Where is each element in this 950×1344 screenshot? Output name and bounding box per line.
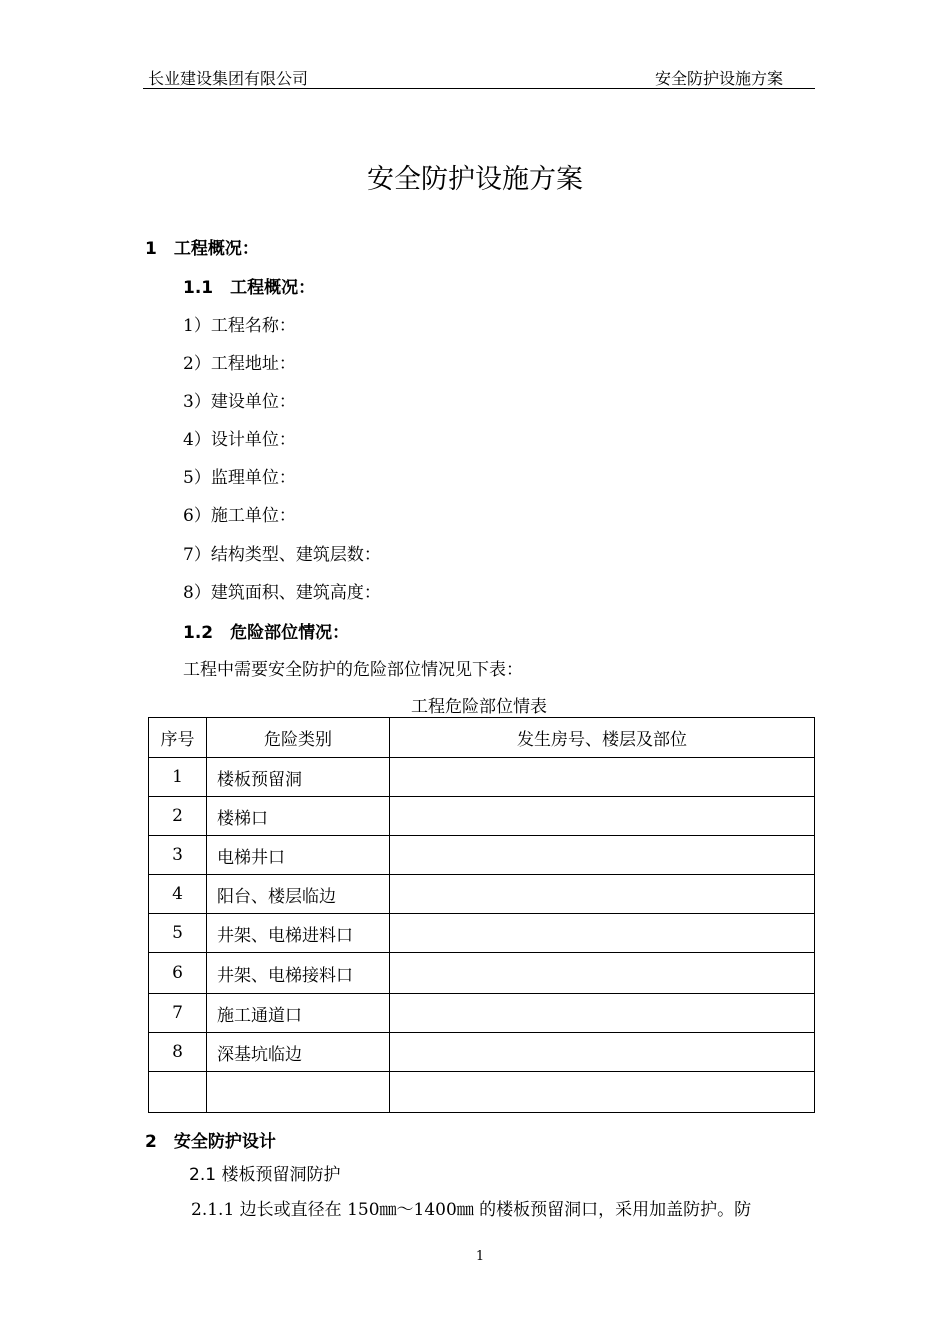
page-title: 安全防护设施方案 [367,164,583,195]
row-no: 7 [149,994,207,1033]
row-no: 1 [149,758,207,797]
row-location [390,953,815,994]
table-row [149,953,815,994]
row-no: 8 [149,1033,207,1072]
row-no: 3 [149,836,207,875]
row-location [390,994,815,1033]
table-header-row [149,718,815,758]
row-no: 6 [149,953,207,994]
row-category [207,1072,390,1113]
row-location [390,758,815,797]
col-header-location: 发生房号、楼层及部位 [390,718,815,758]
row-no: 5 [149,914,207,953]
row-category: 阳台、楼层临边 [207,875,390,914]
row-category: 深基坑临边 [207,1033,390,1072]
overview-item: 4）设计单位： [183,430,296,450]
table-caption: 工程危险部位情表 [411,697,547,717]
table-row [149,797,815,836]
row-location [390,797,815,836]
header-rule [143,88,815,89]
row-location [390,875,815,914]
header-company: 长业建设集团有限公司 [148,69,309,88]
table-intro: 工程中需要安全防护的危险部位情况见下表： [183,660,523,680]
overview-item: 6）施工单位： [183,506,296,526]
row-no: 2 [149,797,207,836]
table-row [149,1033,815,1072]
header-doc-title: 安全防护设施方案 [655,69,784,88]
row-category: 井架、电梯接料口 [207,953,390,994]
table-row [149,836,815,875]
row-location [390,1033,815,1072]
section-2-1-1-paragraph: 2.1.1 边长或直径在 150㎜～1400㎜ 的楼板预留洞口，采用加盖防护。防 [191,1200,752,1220]
row-location [390,914,815,953]
hazard-table [148,717,815,1113]
row-category: 电梯井口 [207,836,390,875]
table-row [149,1072,815,1113]
row-no: 4 [149,875,207,914]
table-row [149,914,815,953]
row-category: 井架、电梯进料口 [207,914,390,953]
overview-item: 1）工程名称： [183,316,296,336]
row-category: 楼梯口 [207,797,390,836]
row-location [390,836,815,875]
section-1-2-heading: 1.2 危险部位情况： [183,623,350,643]
overview-item: 8）建筑面积、建筑高度： [183,583,381,603]
col-header-category: 危险类别 [207,718,390,758]
overview-item: 3）建设单位： [183,392,296,412]
row-category: 施工通道口 [207,994,390,1033]
table-row [149,758,815,797]
section-1-1-heading: 1.1 工程概况： [183,278,316,298]
section-2-heading: 2 安全防护设计 [145,1132,276,1152]
row-no [149,1072,207,1113]
overview-item: 7）结构类型、建筑层数： [183,545,381,565]
page-number: 1 [475,1249,485,1264]
table-row [149,994,815,1033]
table-row [149,875,815,914]
row-location [390,1072,815,1113]
overview-item: 2）工程地址： [183,354,296,374]
row-category: 楼板预留洞 [207,758,390,797]
col-header-no: 序号 [149,718,207,758]
overview-item: 5）监理单位： [183,468,296,488]
section-2-1-heading: 2.1 楼板预留洞防护 [189,1165,341,1185]
section-1-heading: 1 工程概况： [145,239,259,259]
